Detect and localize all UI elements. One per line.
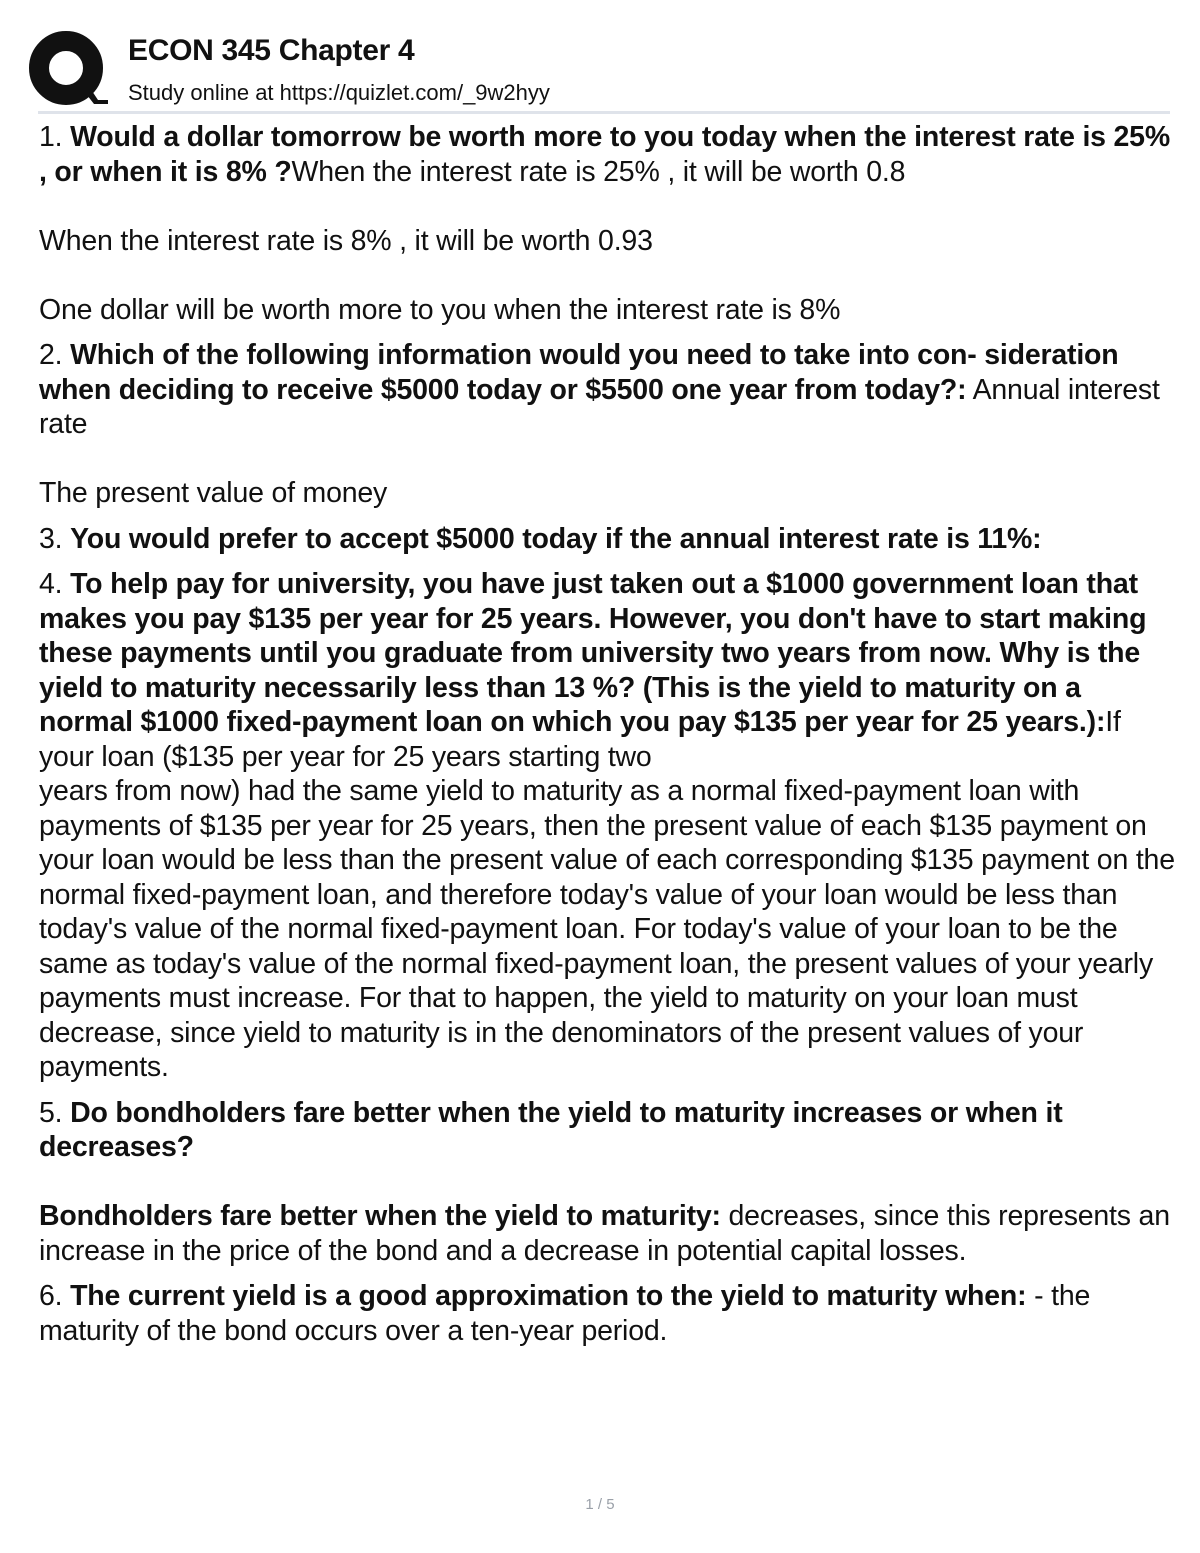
answer-text: The present value of money	[39, 477, 388, 509]
question-text: Do bondholders fare better when the yield to maturity increases or when it decreases?	[39, 1096, 1063, 1163]
question-text: Would a dollar tomorrow be worth more to you today when the interest rate is 25% , or when it is 8% ?	[39, 121, 1170, 188]
flashcard-2	[39, 338, 1181, 511]
item-number: 2.	[39, 339, 63, 371]
quizlet-q-logo	[28, 30, 108, 110]
answer-text: Annual interest rate	[39, 373, 1160, 440]
item-number: 1.	[39, 121, 63, 153]
answer-text: When the interest rate is 8% , it will be worth 0.93	[39, 224, 653, 257]
question-text: Bondholders fare better when the yield to maturity:	[39, 1200, 721, 1232]
answer-text: years from now) had the same yield to maturity as a normal fixed-payment loan with payments of $135 per year for 25 years, then the present value of each $135 payment on your loan would be less than the present value of each corresponding $135 payment on the normal fixed-payment loan, and therefore today's value of your loan would be less than today's value of the normal fixed-payment loan. For today's value of your loan to be the same as today's value of the normal fixed-payment loan, the present values of your yearly payments must increase. For that to happen, the yield to maturity on your loan must decrease, since yield to maturity is in the denominators of the present values of your payments.	[39, 775, 1175, 1083]
answer-text: decreases, since this represents an increase in the price of the bond and a decrease in potential capital losses.	[39, 1200, 1170, 1267]
flashcard-1	[39, 120, 1181, 327]
flashcard-3	[39, 522, 1181, 557]
flashcard-5	[39, 1096, 1181, 1269]
page-number: 1 / 5	[585, 1496, 615, 1513]
question-text: The current yield is a good approximation to the yield to maturity when:	[70, 1280, 1027, 1312]
answer-text: - the maturity of the bond occurs over a ten-year period.	[39, 1280, 1091, 1347]
item-number: 3.	[39, 522, 63, 555]
item-number: 6.	[39, 1280, 63, 1312]
flashcard-6	[39, 1279, 1181, 1348]
question-text: Which of the following information would you need to take into con- sideration when deciding to receive $5000 today or $5500 one year from today?:	[39, 339, 1119, 406]
item-number: 5.	[39, 1096, 63, 1129]
item-number: 4.	[39, 568, 63, 600]
answer-text: If your loan ($135 per year for 25 years starting two	[39, 706, 1121, 773]
study-online-link[interactable]: Study online at https://quizlet.com/_9w2hyy	[128, 80, 550, 105]
question-text: To help pay for university, you have just taken out a $1000 government loan that makes you pay $135 per year for 25 years. However, you don't have to start making these payments until you graduate from university two years from now. Why is the yield to maturity necessarily less than 13 %? (This is the yield to maturity on a normal $1000 fixed-payment loan on which you pay $135 per year for 25 years.):	[39, 568, 1147, 738]
answer-text: One dollar will be worth more to you when the interest rate is 8%	[39, 293, 841, 326]
answer-text: When the interest rate is 25% , it will be worth 0.8	[291, 155, 906, 188]
header-divider	[38, 111, 1170, 114]
document-title: ECON 345 Chapter 4	[128, 34, 415, 67]
flashcard-4	[39, 567, 1181, 1085]
flashcard-list	[39, 120, 1181, 1359]
question-text: You would prefer to accept $5000 today if the annual interest rate is 11%:	[70, 522, 1042, 555]
